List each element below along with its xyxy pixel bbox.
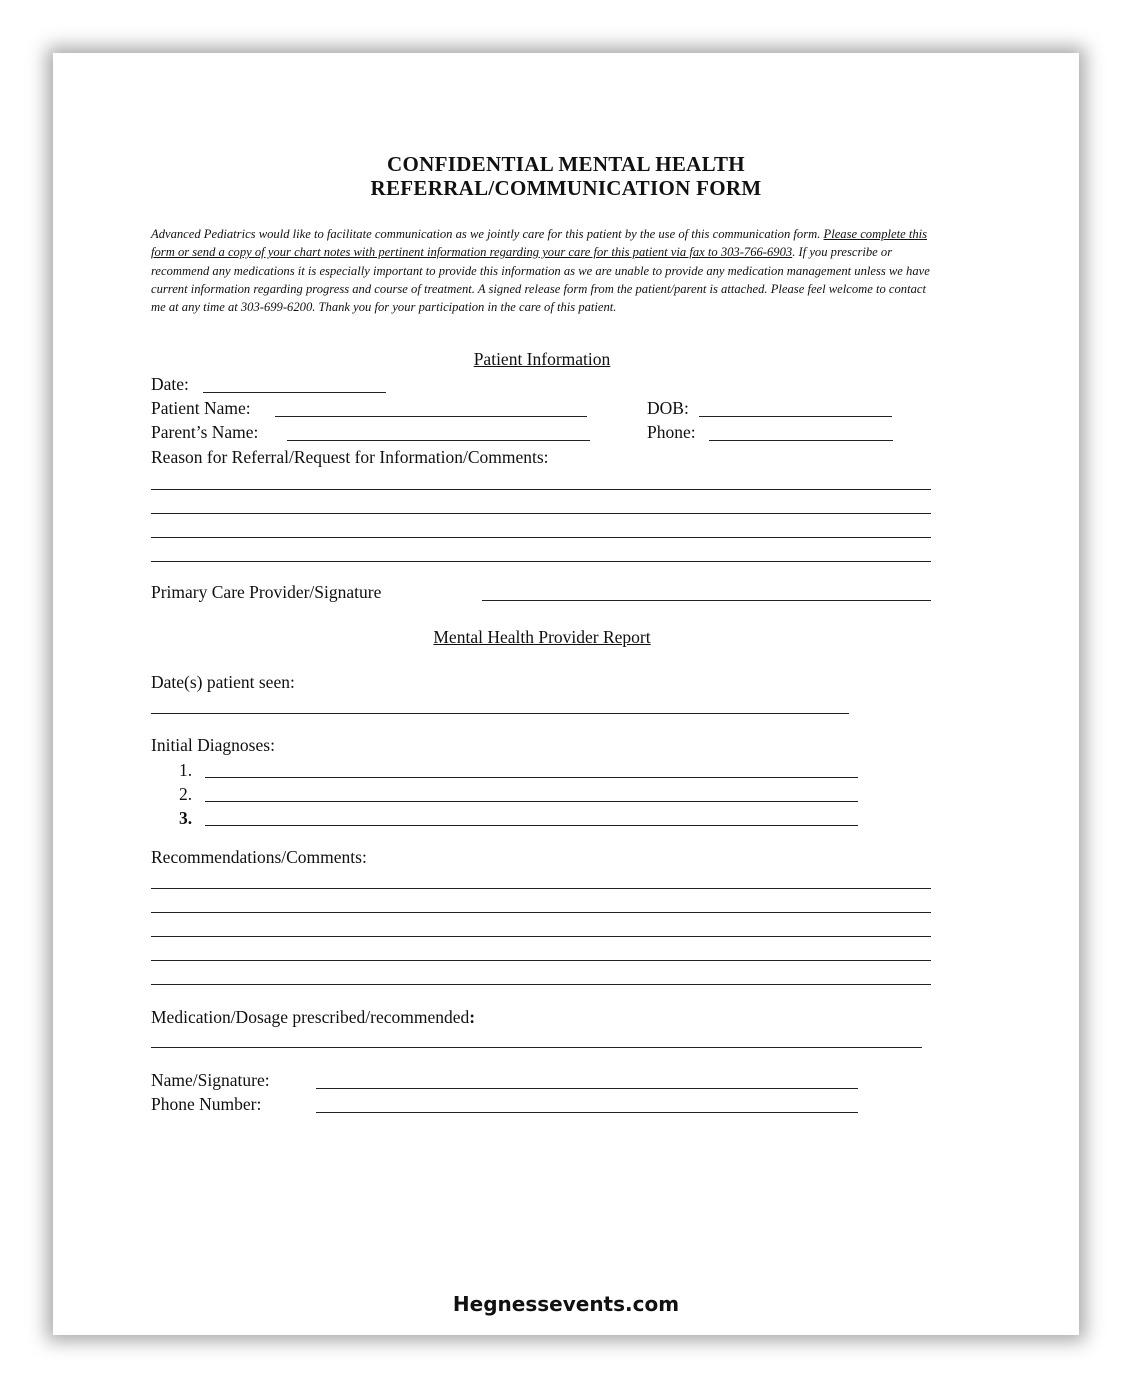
recommendations-label: Recommendations/Comments: <box>151 847 367 867</box>
dates-seen-label: Date(s) patient seen: <box>151 672 295 692</box>
recommendations-line[interactable] <box>151 888 931 889</box>
pcp-signature-field[interactable] <box>482 600 931 601</box>
intro-text-1: Advanced Pediatrics would like to facilitate communication as we jointly care for this patient by the use of this communication form. <box>151 227 824 241</box>
recommendations-line[interactable] <box>151 960 931 961</box>
medication-label-text: Medication/Dosage prescribed/recommended <box>151 1007 470 1027</box>
pcp-signature-label: Primary Care Provider/Signature <box>151 582 382 602</box>
diagnosis-3-field[interactable] <box>205 825 858 826</box>
medication-field[interactable] <box>151 1047 922 1048</box>
medication-label <box>151 1007 475 1028</box>
diagnosis-number: 3. <box>179 808 193 828</box>
intro-fax-instruction: Please complete this form or send a copy of your chart notes with pertinent information regarding your care for this patient via fax to 303-766-6903 <box>151 227 928 260</box>
parent-name-field[interactable] <box>287 440 590 441</box>
recommendations-line[interactable] <box>151 936 931 937</box>
patient-information-heading: Patient Information <box>473 349 611 369</box>
diagnosis-1-field[interactable] <box>205 777 858 778</box>
reason-line[interactable] <box>151 561 931 562</box>
reason-line[interactable] <box>151 489 931 490</box>
name-signature-field[interactable] <box>316 1088 858 1089</box>
medication-label-colon: : <box>469 1007 476 1027</box>
diagnosis-number: 1. <box>179 760 193 780</box>
name-signature-label: Name/Signature: <box>151 1070 270 1090</box>
date-label: Date: <box>151 374 189 394</box>
phone-label: Phone: <box>647 422 696 442</box>
reason-line[interactable] <box>151 513 931 514</box>
site-watermark: Hegnessevents.com <box>452 1292 680 1316</box>
patient-name-label: Patient Name: <box>151 398 251 418</box>
initial-diagnoses-label: Initial Diagnoses: <box>151 735 275 755</box>
intro-paragraph <box>151 225 941 316</box>
diagnosis-2-field[interactable] <box>205 801 858 802</box>
recommendations-line[interactable] <box>151 912 931 913</box>
patient-name-field[interactable] <box>275 416 587 417</box>
dob-field[interactable] <box>699 416 892 417</box>
phone-number-field[interactable] <box>316 1112 858 1113</box>
form-title-line-2: REFERRAL/COMMUNICATION FORM <box>370 176 762 200</box>
date-field[interactable] <box>203 392 386 393</box>
phone-field[interactable] <box>709 440 893 441</box>
dob-label: DOB: <box>647 398 689 418</box>
recommendations-line[interactable] <box>151 984 931 985</box>
reason-line[interactable] <box>151 537 931 538</box>
diagnosis-number: 2. <box>179 784 193 804</box>
provider-report-heading: Mental Health Provider Report <box>433 627 651 647</box>
dates-seen-field[interactable] <box>151 713 849 714</box>
reason-label: Reason for Referral/Request for Information/Comments: <box>151 447 549 467</box>
form-title-line-1: CONFIDENTIAL MENTAL HEALTH <box>387 152 745 176</box>
form-page <box>53 53 1079 1335</box>
phone-number-label: Phone Number: <box>151 1094 262 1114</box>
parent-name-label: Parent’s Name: <box>151 422 259 442</box>
intro-text-2: . If you prescribe or recommend any medications it is especially important to provide this information as we are unable to provide any medication management unless we have current information regarding progress and course of treatment. A signed release form from the patient/parent is attached. Please feel welcome to contact me at any time at 303-699-6200. Thank you for your participation in the care of this patient. <box>151 245 930 315</box>
